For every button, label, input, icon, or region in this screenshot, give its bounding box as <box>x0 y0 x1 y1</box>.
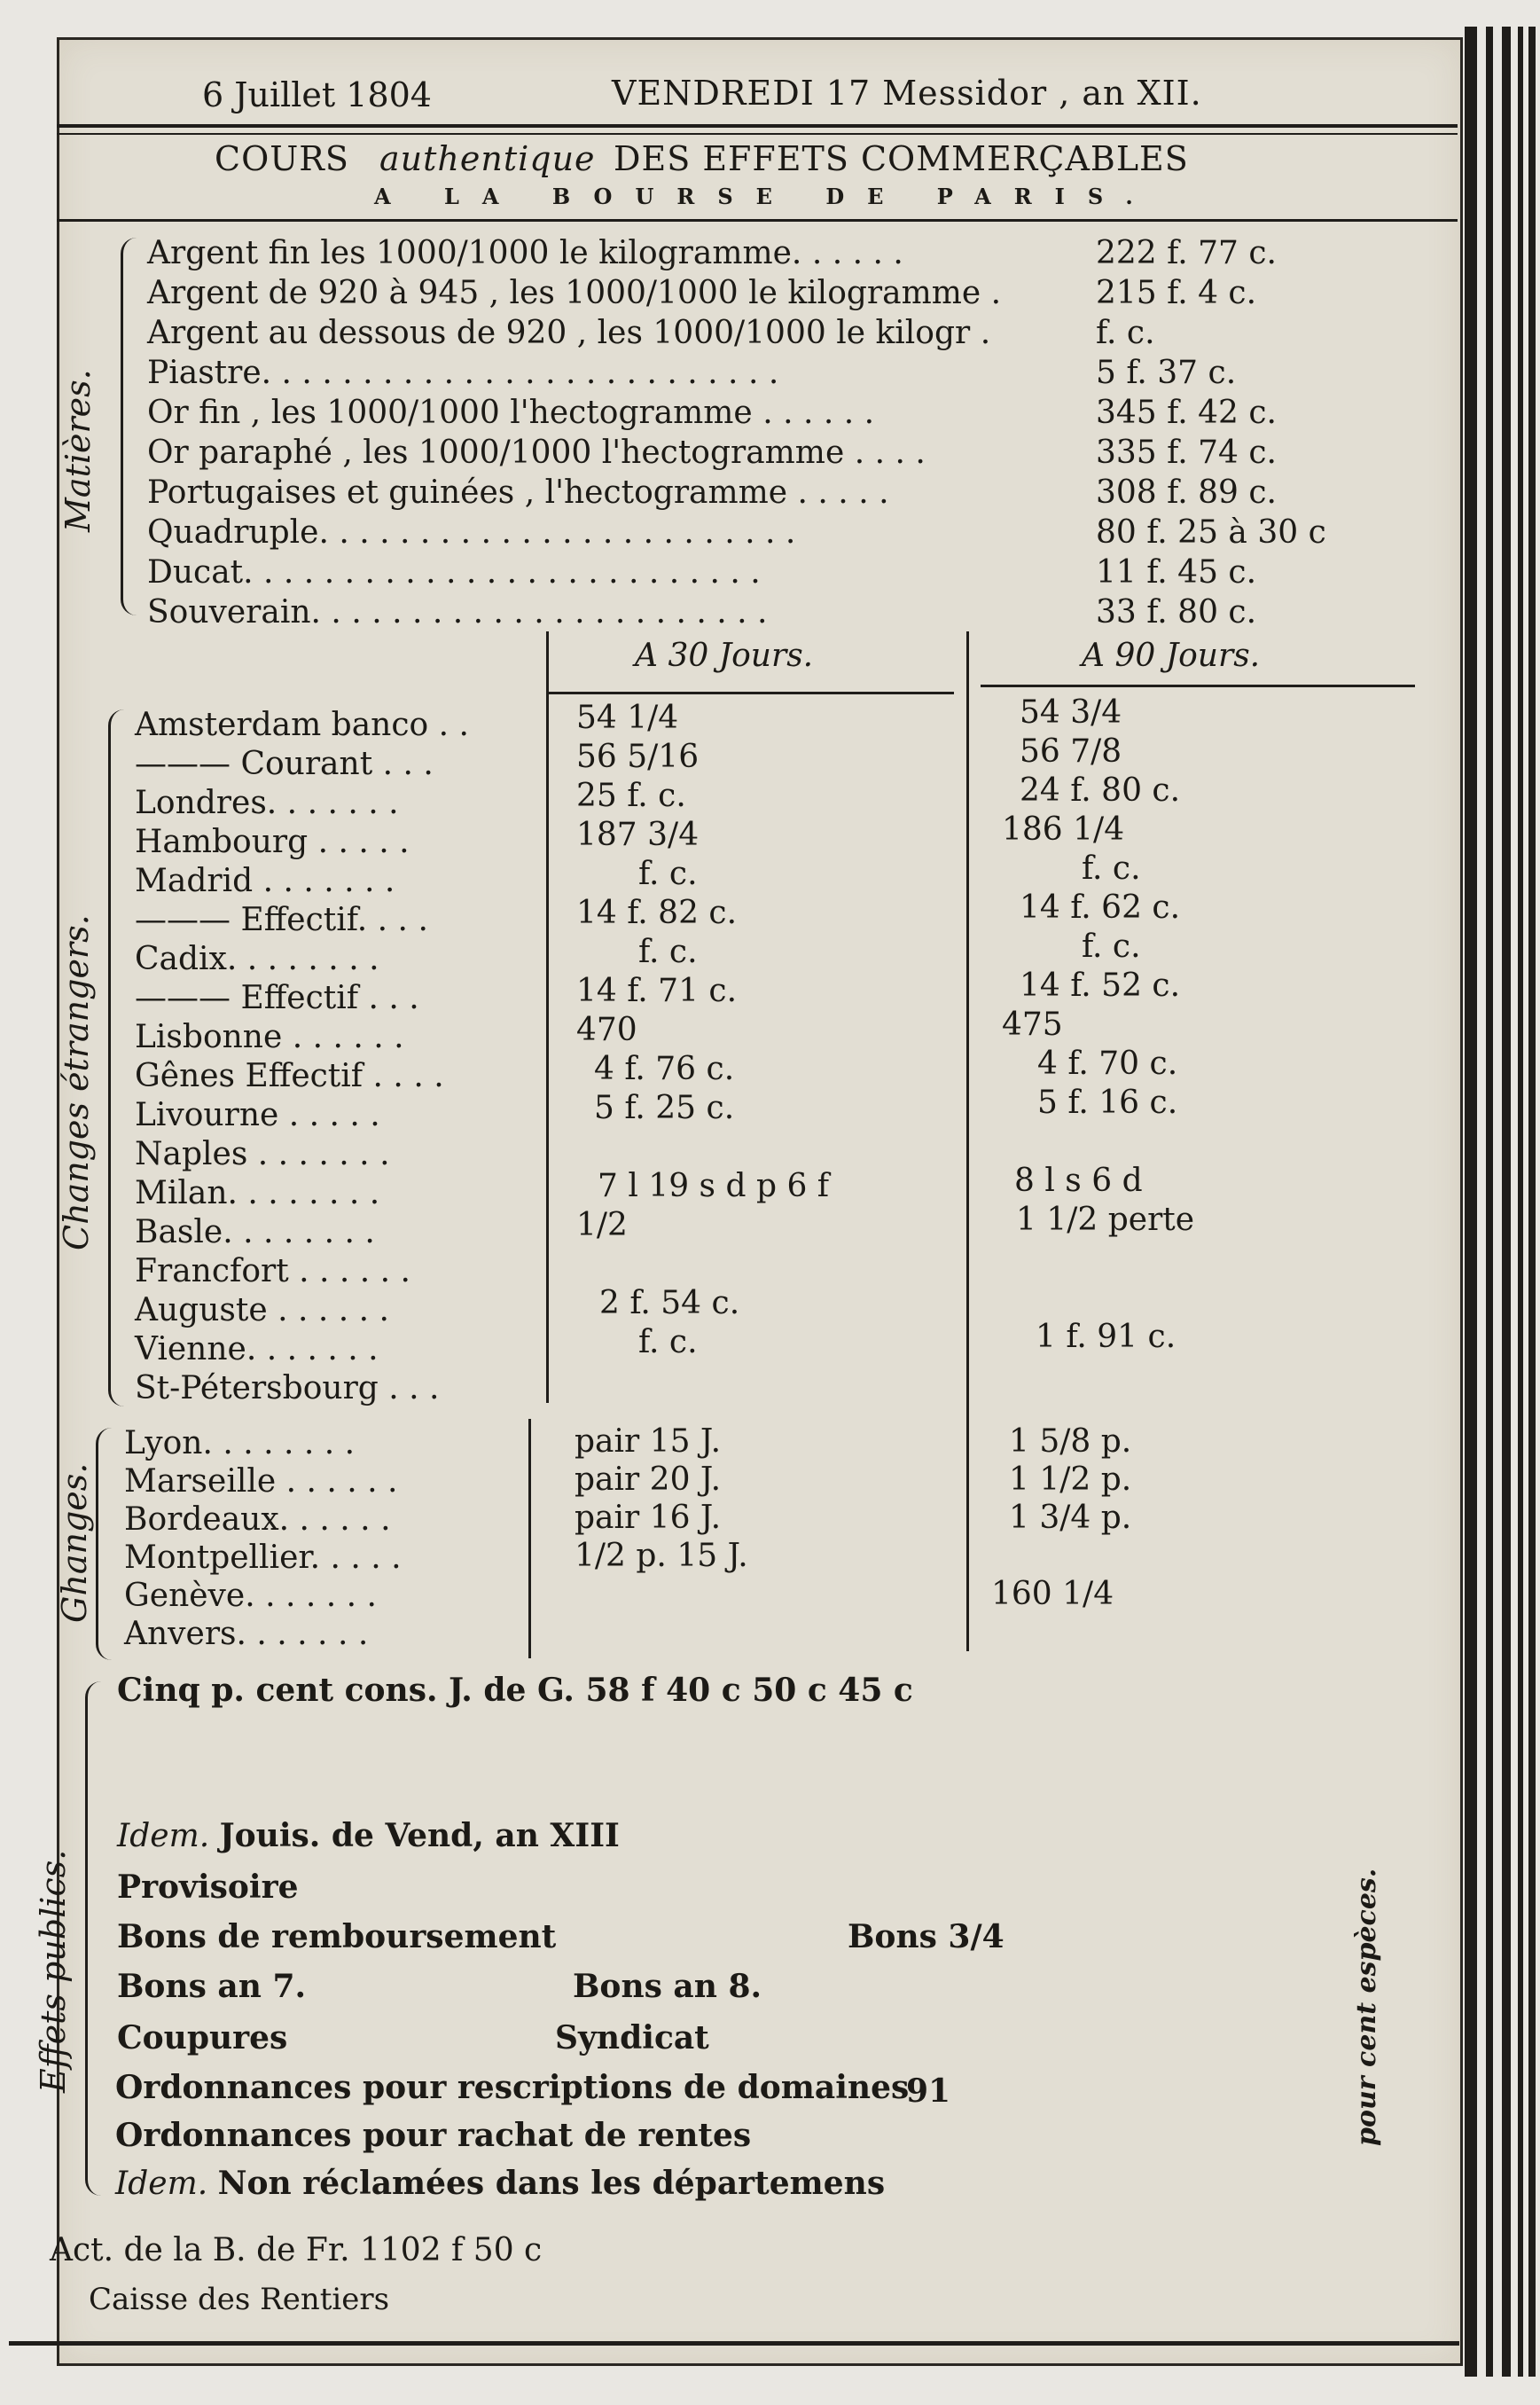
table-row: ——— Effectif. . . . <box>135 902 428 938</box>
cell-30: 5 f. 25 c. <box>594 1090 735 1126</box>
cell-90: 56 7/8 <box>1020 733 1122 770</box>
idem-jouis-row: Idem. Jouis. de Vend, an XIII <box>117 1817 620 1854</box>
changes-etrangers-label: Changes étrangers. <box>57 914 96 1250</box>
header-rule <box>57 124 1458 128</box>
ordonnances-rachat: Ordonnances pour rachat de rentes <box>115 2117 752 2154</box>
cell-30: 56 5/16 <box>576 739 700 775</box>
table-row: Cadix. . . . . . . . <box>135 941 379 977</box>
interieurs-places <box>124 1425 402 1657</box>
provisoire: Provisoire <box>117 1868 299 1906</box>
value-cell: 308 f. 89 c. <box>1096 474 1277 511</box>
changes-interieurs-brace <box>96 1428 116 1660</box>
table-row: Auguste . . . . . . <box>135 1292 389 1328</box>
table-row: Basle. . . . . . . . <box>135 1214 375 1250</box>
table-row: St-Pétersbourg . . . <box>135 1370 440 1406</box>
changes-interieurs-label: Ghanges. <box>55 1462 94 1623</box>
header-underline <box>546 692 954 694</box>
matieres-values <box>1096 235 1326 637</box>
table-row: Vienne. . . . . . . <box>135 1331 379 1367</box>
book-edge <box>1502 27 1511 2377</box>
cell-90 <box>1002 1126 1194 1165</box>
table-row: Londres. . . . . . . <box>135 785 399 821</box>
header-30-jours: A 30 Jours. <box>635 638 814 674</box>
cell-30: 14 f. 71 c. <box>576 973 738 1009</box>
table-row: Amsterdam banco . . <box>135 707 469 743</box>
table-row: Anvers. . . . . . . <box>124 1616 369 1652</box>
header-date: 6 Juillet 1804 <box>202 75 432 114</box>
header-underline <box>981 685 1415 687</box>
table-row: Montpellier. . . . . <box>124 1539 402 1576</box>
changes-places <box>135 709 469 1412</box>
book-edge <box>1486 27 1493 2377</box>
matieres-names <box>147 235 1002 637</box>
ordonnances-domaines-value: 91 <box>906 2072 951 2110</box>
header-day: VENDREDI 17 Messidor , an XII. <box>612 74 1202 113</box>
effets-brace <box>85 1681 107 2196</box>
cell-30: 2 f. 54 c. <box>599 1285 740 1321</box>
changes-30-values <box>576 702 829 1405</box>
list-item: Argent fin les 1000/1000 le kilogramme. . . . . . <box>147 235 903 271</box>
column-divider <box>966 631 969 1651</box>
list-item: Argent au dessous de 920 , les 1000/1000 le kilogr . <box>147 315 991 351</box>
value-cell: 222 f. 77 c. <box>1096 235 1277 271</box>
table-row: Lisbonne . . . . . . <box>135 1019 404 1055</box>
cell-30: f. c. <box>638 1324 698 1360</box>
cell-30 <box>575 1617 748 1655</box>
column-divider <box>546 631 549 1403</box>
cell-30: 1/2 p. 15 J. <box>575 1538 748 1574</box>
section-rule <box>57 219 1458 222</box>
table-row: ——— Courant . . . <box>135 746 434 782</box>
list-item: Argent de 920 à 945 , les 1000/1000 le kilogramme . <box>147 275 1002 311</box>
actions-banque: Act. de la B. de Fr. 1102 f 50 c <box>50 2232 543 2268</box>
list-item: Ducat. . . . . . . . . . . . . . . . . . . . . . . . . . <box>147 554 761 591</box>
cell-30: 4 f. 76 c. <box>594 1051 735 1087</box>
header-90-jours: A 90 Jours. <box>1082 638 1261 674</box>
effets-publics-label: Effets publics. <box>34 1849 73 2093</box>
cell-30 <box>576 1132 829 1171</box>
subtitle-bourse: A LA BOURSE DE PARIS. <box>374 184 1156 209</box>
list-item: Quadruple. . . . . . . . . . . . . . . . . . . . . . . . <box>147 514 796 551</box>
cell-30 <box>575 1579 748 1617</box>
cell-30: 54 1/4 <box>576 700 679 736</box>
book-edge <box>1465 27 1477 2377</box>
table-row: Hambourg . . . . . <box>135 824 410 860</box>
table-row: Bordeaux. . . . . . <box>124 1501 391 1538</box>
title-effets: DES EFFETS COMMERÇABLES <box>614 139 1189 178</box>
title-authentique: authentique <box>379 139 596 178</box>
cell-90: 1 5/8 p. <box>1009 1423 1132 1460</box>
header-rule-thin <box>57 133 1458 135</box>
list-item: Or fin , les 1000/1000 l'hectogramme . . . . . . <box>147 395 875 431</box>
interieurs-30-values <box>575 1423 748 1655</box>
cell-30: pair 16 J. <box>575 1500 722 1536</box>
table-row: Madrid . . . . . . . <box>135 863 395 899</box>
list-item: Portugaises et guinées , l'hectogramme . . . . . <box>147 474 889 511</box>
value-cell: 215 f. 4 c. <box>1096 275 1257 311</box>
cinq-pour-cent: Cinq p. cent cons. J. de G. 58 f 40 c 50 c 45 c <box>117 1672 913 1709</box>
cell-90: 1 3/4 p. <box>1009 1500 1132 1536</box>
cell-90 <box>1002 1282 1194 1321</box>
cell-30: pair 20 J. <box>575 1461 722 1498</box>
cell-90: 5 f. 16 c. <box>1037 1085 1178 1121</box>
cell-90 <box>1009 1617 1131 1655</box>
bons-an-7: Bons an 7. <box>117 1968 307 2005</box>
value-cell: 80 f. 25 à 30 c <box>1096 514 1326 551</box>
table-row: Marseille . . . . . . <box>124 1463 398 1500</box>
title-cours: COURS <box>215 139 349 178</box>
cell-90: 1 f. 91 c. <box>1036 1319 1176 1355</box>
table-row: Milan. . . . . . . . <box>135 1175 380 1211</box>
ordonnances-domaines: Ordonnances pour rescriptions de domaines <box>115 2069 910 2106</box>
cell-30: 25 f. c. <box>576 778 686 814</box>
cell-30 <box>576 1249 829 1288</box>
cell-90 <box>1009 1540 1131 1579</box>
table-row: Livourne . . . . . <box>135 1097 380 1133</box>
table-row: Naples . . . . . . . <box>135 1136 390 1172</box>
table-row: Francfort . . . . . . <box>135 1253 410 1289</box>
coupures: Coupures <box>117 2019 288 2056</box>
cell-30: pair 15 J. <box>575 1423 722 1460</box>
cell-90 <box>1002 1243 1194 1282</box>
value-cell: 345 f. 42 c. <box>1096 395 1277 431</box>
interieurs-90-values <box>991 1423 1132 1655</box>
bons-remboursement: Bons de remboursement <box>117 1918 557 1955</box>
cell-90: 4 f. 70 c. <box>1037 1046 1178 1082</box>
cell-30: f. c. <box>638 856 698 892</box>
cell-90 <box>1002 1360 1194 1399</box>
book-edge <box>1528 27 1536 2377</box>
table-row: Gênes Effectif . . . . <box>135 1058 444 1094</box>
bons-trois-quarts: Bons 3/4 <box>848 1918 1005 1955</box>
table-row: ——— Effectif . . . <box>135 980 419 1016</box>
column-divider <box>528 1419 531 1658</box>
table-row: Genève. . . . . . . <box>124 1578 377 1614</box>
table-row: Lyon. . . . . . . . <box>124 1425 356 1461</box>
cell-30: 14 f. 82 c. <box>576 895 738 931</box>
value-cell: f. c. <box>1096 315 1155 351</box>
cell-90: 1 1/2 p. <box>1009 1461 1132 1498</box>
value-cell: 33 f. 80 c. <box>1096 594 1257 631</box>
value-cell: 11 f. 45 c. <box>1096 554 1257 591</box>
list-item: Piastre. . . . . . . . . . . . . . . . . . . . . . . . . . <box>147 355 779 391</box>
cell-90: 14 f. 62 c. <box>1020 889 1181 926</box>
cell-90: 14 f. 52 c. <box>1020 967 1181 1004</box>
changes-90-values <box>1002 694 1195 1399</box>
cell-30: f. c. <box>638 934 698 970</box>
cell-30: 7 l 19 s d p 6 f <box>598 1168 830 1204</box>
cell-30 <box>576 1366 829 1405</box>
footer-rule <box>9 2341 1459 2346</box>
changes-brace <box>108 709 130 1406</box>
idem-non-reclamees-row: Idem. Non réclamées dans les départemens <box>115 2165 886 2202</box>
syndicat: Syndicat <box>555 2019 709 2056</box>
cell-30: 1/2 <box>576 1207 628 1243</box>
value-cell: 5 f. 37 c. <box>1096 355 1237 391</box>
list-item: Or paraphé , les 1000/1000 l'hectogramme . . . . <box>147 435 926 471</box>
caisse-rentiers: Caisse des Rentiers <box>89 2282 390 2317</box>
cell-90: 24 f. 80 c. <box>1020 772 1181 809</box>
cell-90: 186 1/4 <box>1002 811 1125 848</box>
matieres-brace <box>121 238 139 615</box>
list-item: Souverain. . . . . . . . . . . . . . . . . . . . . . . <box>147 594 768 631</box>
cell-30: 470 <box>576 1012 637 1048</box>
bons-an-8: Bons an 8. <box>573 1968 762 2005</box>
cell-90: 475 <box>1002 1007 1063 1043</box>
cell-90: 1 1/2 perte <box>1016 1202 1195 1238</box>
cell-90: 54 3/4 <box>1020 694 1122 731</box>
value-cell: 335 f. 74 c. <box>1096 435 1277 471</box>
matieres-label: Matières. <box>59 369 98 532</box>
cell-90: 160 1/4 <box>991 1576 1114 1612</box>
cell-30: 187 3/4 <box>576 817 700 853</box>
cell-90: f. c. <box>1082 928 1141 965</box>
cell-90: f. c. <box>1082 850 1141 887</box>
book-edge <box>1518 27 1523 2377</box>
pour-cent-especes-label: pour cent espèces. <box>1351 1868 1382 2146</box>
cell-90: 8 l s 6 d <box>1014 1163 1143 1199</box>
